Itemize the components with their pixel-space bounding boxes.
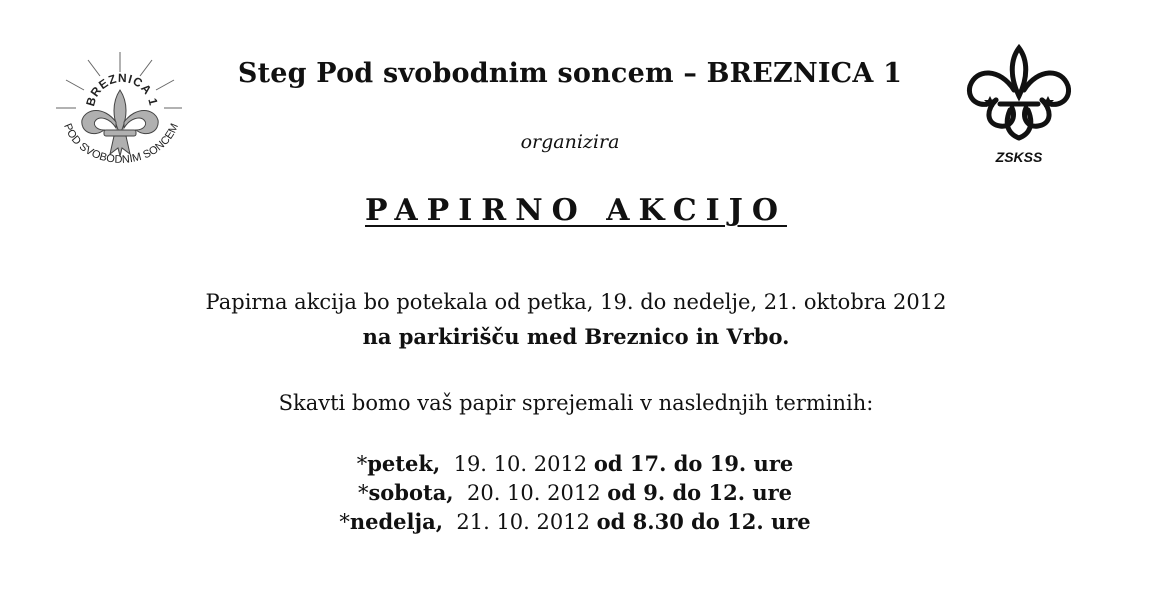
schedule-time: od 9. do 12. ure [607, 480, 793, 505]
schedule-date: 21. 10. 2012 [456, 510, 590, 534]
schedule-date: 19. 10. 2012 [453, 452, 588, 476]
schedule-row [300, 509, 850, 534]
main-heading-text: PAPIRNO AKCIJO [365, 193, 787, 228]
schedule-day: *sobota, [357, 480, 454, 505]
breznica-logo [52, 50, 187, 170]
zskss-label: ZSKSS [995, 149, 1043, 165]
schedule-row [300, 451, 850, 476]
organizira-text: organizira [520, 131, 620, 153]
body-line-terms-intro: Skavti bomo vaš papir sprejemali v naslednjih terminih: [278, 391, 874, 415]
schedule-time: od 17. do 19. ure [593, 451, 794, 476]
org-title: Steg Pod svobodnim soncem – BREZNICA 1 [237, 58, 903, 89]
schedule-day: *nedelja, [339, 509, 444, 534]
schedule-day: *petek, [356, 451, 441, 476]
body-line-location: na parkirišču med Breznico in Vrbo. [362, 324, 790, 349]
schedule-time: od 8.30 do 12. ure [596, 509, 811, 534]
zskss-logo [960, 38, 1078, 170]
schedule-row [300, 480, 850, 505]
logo-bottom-text: POD SVOBODNIM SONCEM [61, 121, 181, 166]
schedule-date: 20. 10. 2012 [466, 481, 601, 505]
main-heading [276, 193, 876, 228]
body-line-dates: Papirna akcija bo potekala od petka, 19. do nedelje, 21. oktobra 2012 [205, 290, 947, 314]
logo-top-text: BREZNICA 1 [83, 70, 161, 108]
